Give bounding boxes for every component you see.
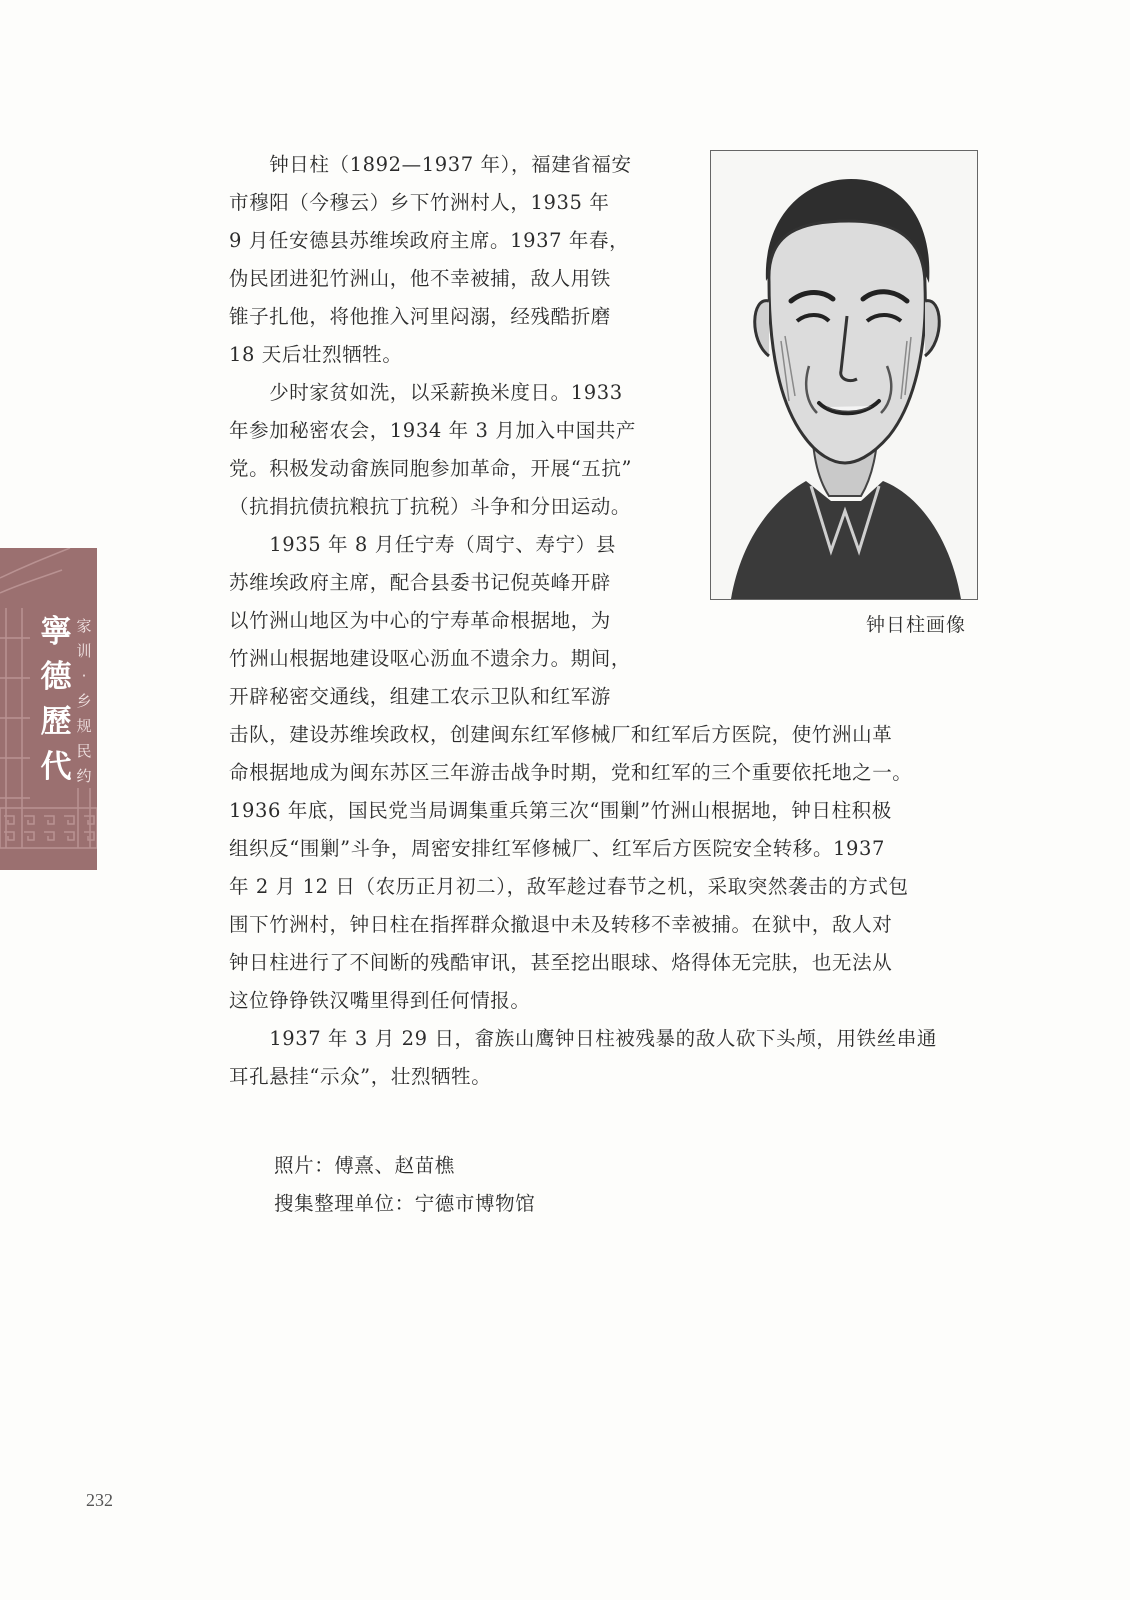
brand-char: 德 [40, 659, 72, 695]
series-char: 民 [76, 742, 92, 760]
body-line: 组织反“围剿”斗争，周密安排红军修械厂、红军后方医院安全转移。1937 [229, 837, 886, 860]
body-line: 这位铮铮铁汉嘴里得到任何情报。 [229, 989, 531, 1012]
photo-credit: 照片：傅熹、赵苗樵 [274, 1154, 455, 1177]
body-line: 苏维埃政府主席，配合县委书记倪英峰开辟 [229, 571, 611, 594]
brand-title [38, 610, 74, 790]
brand-char: 歷 [40, 704, 72, 740]
series-char: 家 [76, 617, 92, 635]
body-line: 围下竹洲村，钟日柱在指挥群众撤退中未及转移不幸被捕。在狱中，敌人对 [229, 913, 893, 936]
body-line: 年参加秘密农会，1934 年 3 月加入中国共产 [229, 419, 637, 442]
series-char: 规 [76, 717, 92, 735]
body-line: 击队，建设苏维埃政权，创建闽东红军修械厂和红军后方医院，使竹洲山革 [229, 723, 893, 746]
series-title [74, 614, 94, 789]
body-line: 开辟秘密交通线，组建工农示卫队和红军游 [229, 685, 611, 708]
body-line: 竹洲山根据地建设呕心沥血不遗余力。期间， [229, 647, 632, 670]
compiler-credit: 搜集整理单位：宁德市博物馆 [274, 1192, 536, 1215]
body-line: 钟日柱（1892—1937 年），福建省福安 [229, 153, 632, 176]
portrait-figure [710, 150, 978, 600]
portrait-sketch [711, 151, 977, 599]
figure-caption: 钟日柱画像 [866, 614, 967, 636]
body-line: 9 月任安德县苏维埃政府主席。1937 年春， [229, 229, 630, 252]
body-line: 锥子扎他，将他推入河里闷溺，经残酷折磨 [229, 305, 611, 328]
body-line: 党。积极发动畲族同胞参加革命，开展“五抗” [229, 457, 633, 480]
body-line: 耳孔悬挂“示众”，壮烈牺牲。 [229, 1065, 492, 1088]
body-line: 1935 年 8 月任宁寿（周宁、寿宁）县 [229, 533, 616, 556]
body-line: 钟日柱进行了不间断的残酷审讯，甚至挖出眼球、烙得体无完肤，也无法从 [229, 951, 893, 974]
series-side-tab [0, 548, 97, 870]
body-line: 伪民团进犯竹洲山，他不幸被捕，敌人用铁 [229, 267, 611, 290]
series-char: 乡 [76, 692, 92, 710]
body-line: （抗捐抗债抗粮抗丁抗税）斗争和分田运动。 [229, 495, 632, 518]
body-line: 1936 年底，国民党当局调集重兵第三次“围剿”竹洲山根据地，钟日柱积极 [229, 799, 892, 822]
body-line: 18 天后壮烈牺牲。 [229, 343, 403, 366]
page-number: 232 [86, 1490, 113, 1510]
series-char: 训 [76, 642, 92, 660]
body-line: 少时家贫如洗，以采薪换米度日。1933 [229, 381, 623, 404]
body-line: 市穆阳（今穆云）乡下竹洲村人，1935 年 [229, 191, 610, 214]
body-line: 1937 年 3 月 29 日，畲族山鹰钟日柱被残暴的敌人砍下头颅，用铁丝串通 [229, 1027, 937, 1050]
brand-char: 代 [40, 749, 72, 785]
body-line: 以竹洲山地区为中心的宁寿革命根据地，为 [229, 609, 611, 632]
body-line: 命根据地成为闽东苏区三年游击战争时期，党和红军的三个重要依托地之一。 [229, 761, 913, 784]
body-line: 年 2 月 12 日（农历正月初二），敌军趁过春节之机，采取突然袭击的方式包 [229, 875, 909, 898]
brand-char: 寧 [40, 614, 72, 650]
series-char: · [81, 667, 87, 685]
series-char: 约 [76, 767, 92, 785]
